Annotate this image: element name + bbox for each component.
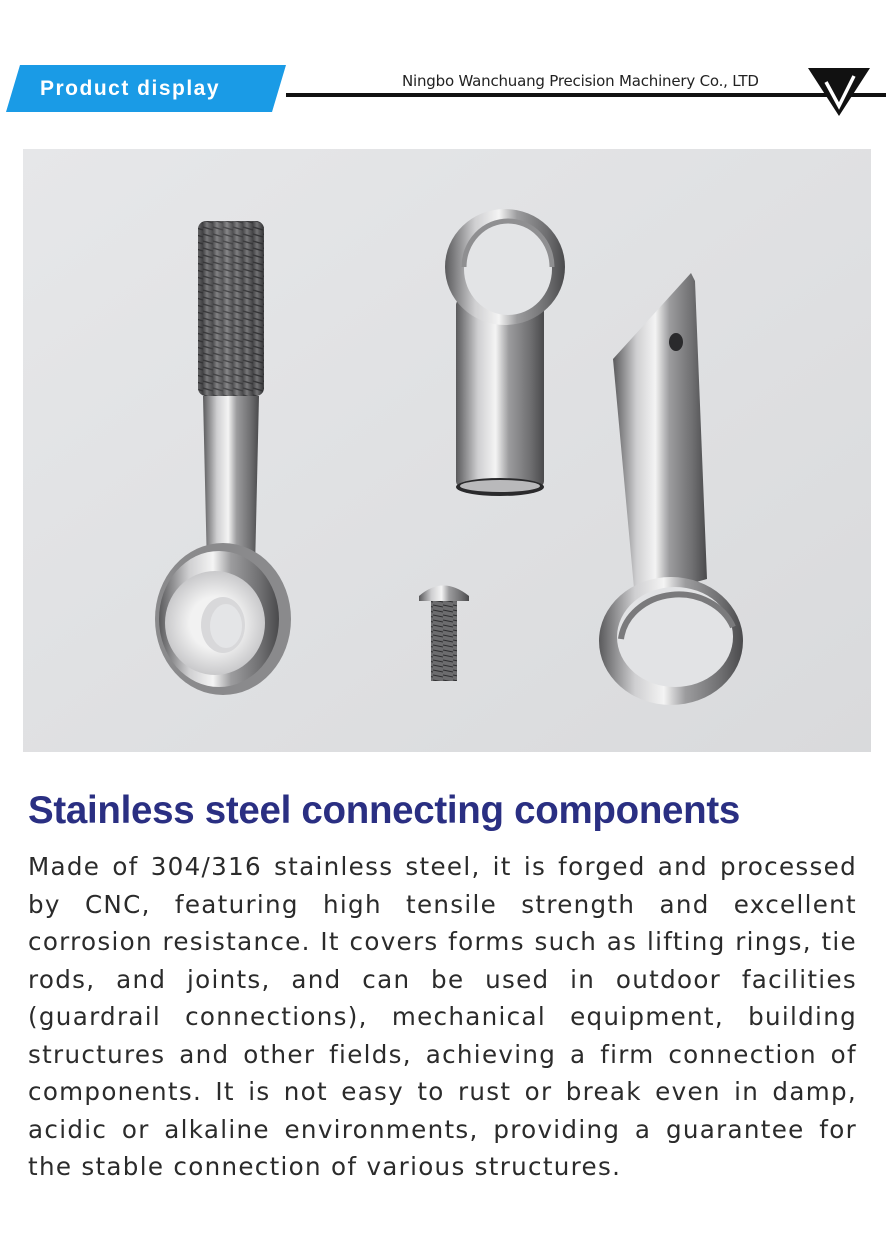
company-name: Ningbo Wanchuang Precision Machinery Co., LTD: [402, 72, 759, 90]
company-logo-icon: [808, 66, 870, 118]
header-rule: [286, 93, 886, 97]
product-description: Made of 304/316 stainless steel, it is forged and processed by CNC, featuring high tensile strength and excellent corrosion resistance. It covers forms such as lifting rings, tie rods, and joints, and can be used in outdoor facilities (guardrail connections), mechanical equipment, building structures and other fields, achieving a firm connection of components. It is not easy to rust or break even in damp, acidic or alkaline environments, providing a guarantee for the stable connection of various structures.: [28, 852, 857, 1181]
product-photo: [23, 149, 871, 752]
page-header: [0, 0, 895, 130]
section-badge-label: Product display: [40, 77, 221, 100]
product-title: Stainless steel connecting components: [28, 789, 741, 832]
